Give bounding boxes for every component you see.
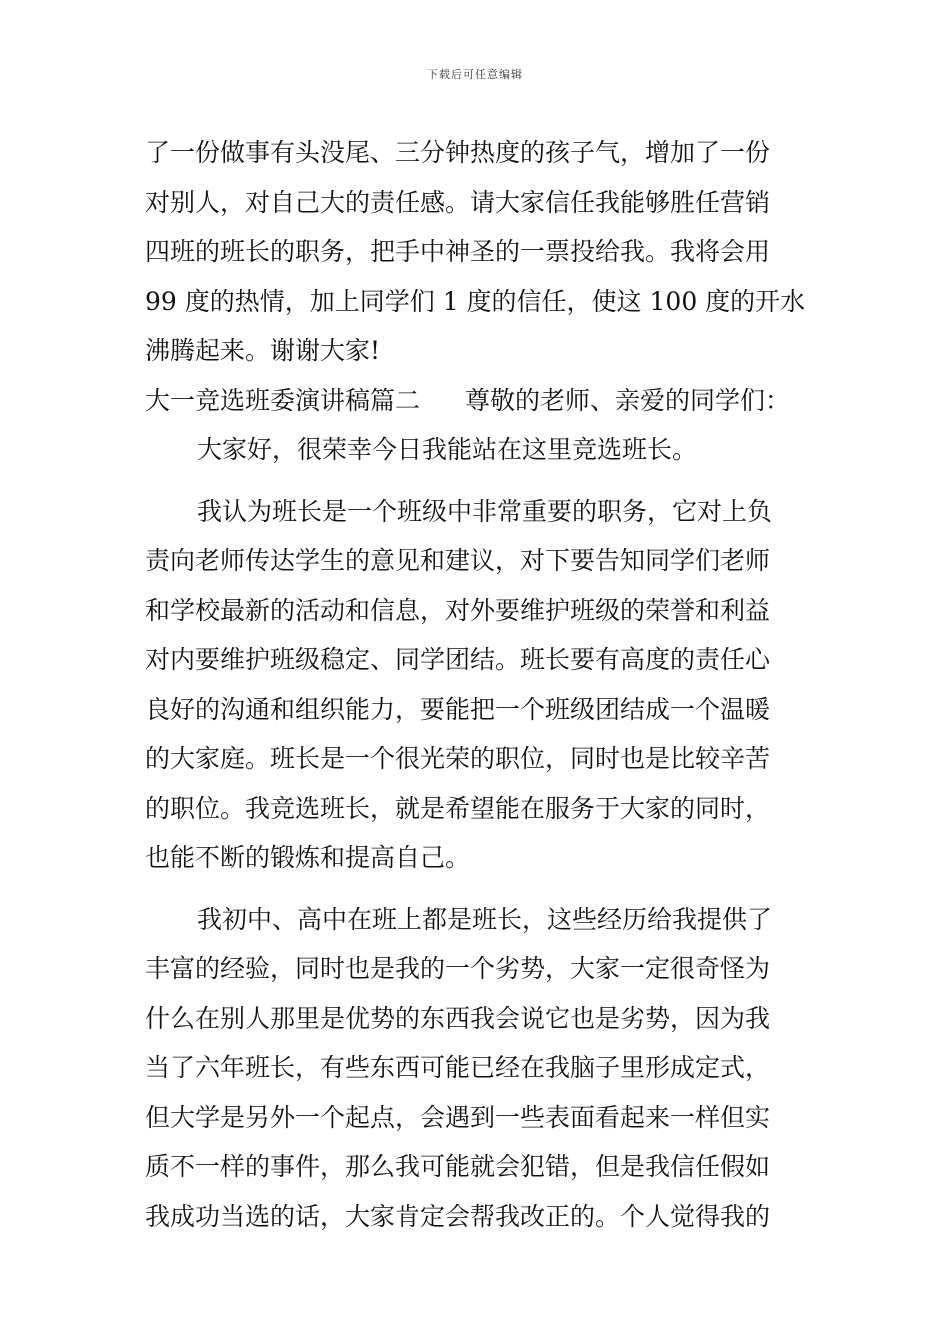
salutation: 尊敬的老师、亲爱的同学们： — [465, 385, 791, 415]
section-heading — [145, 376, 810, 426]
body-line: 良好的沟通和组织能力，要能把一个班级团结成一个温暖 — [145, 694, 771, 724]
body-line: 对别人，对自己大的责任感。请大家信任我能够胜任营销 — [145, 187, 771, 217]
body-line: 和学校最新的活动和信息，对外要维护班级的荣誉和利益 — [145, 595, 771, 625]
section-title: 大一竞选班委演讲稿篇二 — [145, 385, 421, 415]
body-line: 了一份做事有头没尾、三分钟热度的孩子气，增加了一份 — [145, 138, 771, 167]
body-line: 质不一样的事件，那么我可能就会犯错，但是我信任假如 — [145, 1152, 771, 1181]
body-line: 什么在别人那里是优势的东西我会说它也是劣势，因为我 — [145, 1003, 771, 1033]
body-line: 99 度的热情，加上同学们 1 度的信任，使这 100 度的开水 — [145, 286, 806, 316]
body-line: 我成功当选的话，大家肯定会帮我改正的。个人觉得我的 — [145, 1201, 771, 1231]
paragraph-first-line: 我初中、高中在班上都是班长，这些经历给我提供了 — [197, 904, 773, 934]
body-line: 的职位。我竞选班长，就是希望能在服务于大家的同时， — [145, 793, 771, 823]
body-line: 的大家庭。班长是一个很光荣的职位，同时也是比较辛苦 — [145, 744, 771, 773]
body-line: 当了六年班长，有些东西可能已经在我脑子里形成定式， — [145, 1053, 771, 1082]
paragraph-first-line: 我认为班长是一个班级中非常重要的职务，它对上负 — [197, 496, 773, 526]
greeting-line: 大家好，很荣幸今日我能站在这里竞选班长。 — [197, 435, 698, 464]
document-body — [145, 128, 810, 1241]
body-line: 丰富的经验，同时也是我的一个劣势，大家一定很奇怪为 — [145, 954, 771, 983]
body-line: 责向老师传达学生的意见和建议，对下要告知同学们老师 — [145, 546, 771, 575]
body-line: 也能不断的锻炼和提高自己。 — [145, 843, 471, 872]
page-header: 下载后可任意编辑 — [427, 68, 523, 81]
body-line: 但大学是另外一个起点，会遇到一些表面看起来一样但实 — [145, 1102, 771, 1132]
body-line: 四班的班长的职务，把手中神圣的一票投给我。我将会用 — [145, 237, 771, 266]
body-line: 对内要维护班级稳定、同学团结。班长要有高度的责任心 — [145, 645, 771, 674]
body-line: 沸腾起来。谢谢大家! — [145, 336, 381, 365]
